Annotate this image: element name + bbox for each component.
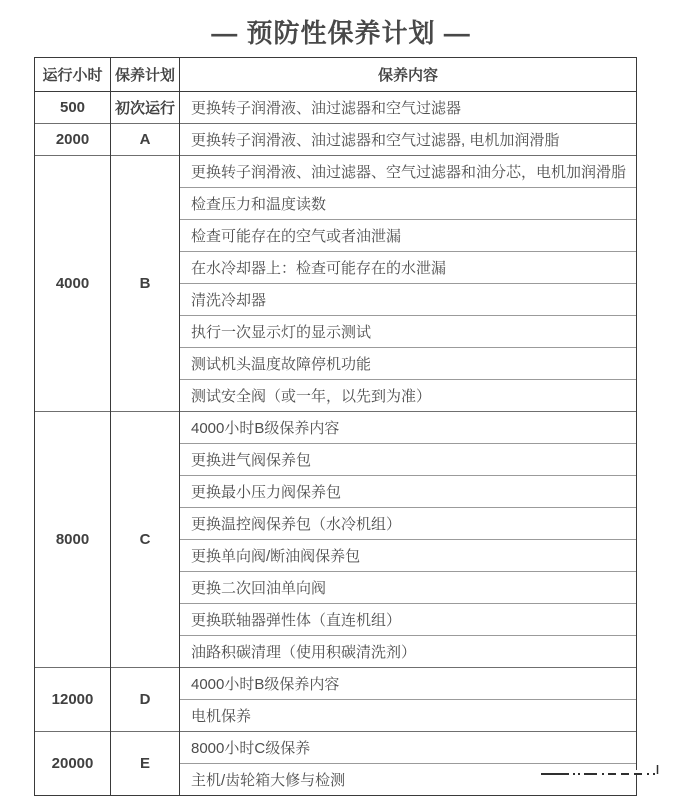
content-cell: 更换进气阀保养包: [180, 444, 637, 476]
content-cell: 主机/齿轮箱大修与检测: [180, 764, 637, 796]
content-cell: 更换转子润滑液、油过滤器和空气过滤器: [180, 92, 637, 124]
hours-cell: 500: [35, 92, 111, 124]
content-cell: 执行一次显示灯的显示测试: [180, 316, 637, 348]
content-cell: 更换二次回油单向阀: [180, 572, 637, 604]
content-cell: 测试机头温度故障停机功能: [180, 348, 637, 380]
content-cell: 清洗冷却器: [180, 284, 637, 316]
content-cell: 更换联轴器弹性体（直连机组）: [180, 604, 637, 636]
content-cell: 油路积碳清理（使用积碳清洗剂）: [180, 636, 637, 668]
column-header: 保养计划: [111, 58, 180, 92]
hours-cell: 2000: [35, 124, 111, 156]
content-cell: 检查可能存在的空气或者油泄漏: [180, 220, 637, 252]
content-cell: 更换温控阀保养包（水冷机组）: [180, 508, 637, 540]
maintenance-table: [34, 57, 637, 796]
content-cell: 更换单向阀/断油阀保养包: [180, 540, 637, 572]
plan-cell: B: [111, 156, 180, 412]
table-header-row: [35, 58, 637, 92]
plan-cell: E: [111, 732, 180, 796]
content-cell: 4000小时B级保养内容: [180, 412, 637, 444]
table-row: [35, 92, 637, 124]
content-cell: 更换转子润滑液、油过滤器和空气过滤器, 电机加润滑脂: [180, 124, 637, 156]
plan-cell: C: [111, 412, 180, 668]
maintenance-table-container: [34, 57, 637, 796]
table-row: [35, 124, 637, 156]
column-header: 运行小时: [35, 58, 111, 92]
table-row: [35, 668, 637, 700]
hours-cell: 8000: [35, 412, 111, 668]
page-title: — 预防性保养计划 —: [211, 18, 471, 48]
content-cell: 在水冷却器上：检查可能存在的水泄漏: [180, 252, 637, 284]
content-cell: 4000小时B级保养内容: [180, 668, 637, 700]
content-cell: 检查压力和温度读数: [180, 188, 637, 220]
content-cell: 更换转子润滑液、油过滤器、空气过滤器和油分芯，电机加润滑脂: [180, 156, 637, 188]
plan-cell: 初次运行: [111, 92, 180, 124]
content-cell: 测试安全阀（或一年，以先到为准）: [180, 380, 637, 412]
table-body: [35, 92, 637, 796]
column-header: 保养内容: [180, 58, 637, 92]
plan-cell: A: [111, 124, 180, 156]
content-cell: 更换最小压力阀保养包: [180, 476, 637, 508]
table-row: [35, 412, 637, 444]
table-row: [35, 732, 637, 764]
clipped-watermark-artifact: [541, 763, 665, 774]
table-row: [35, 156, 637, 188]
content-cell: 8000小时C级保养: [180, 732, 637, 764]
hours-cell: 12000: [35, 668, 111, 732]
content-cell: 电机保养: [180, 700, 637, 732]
hours-cell: 4000: [35, 156, 111, 412]
plan-cell: D: [111, 668, 180, 732]
hours-cell: 20000: [35, 732, 111, 796]
